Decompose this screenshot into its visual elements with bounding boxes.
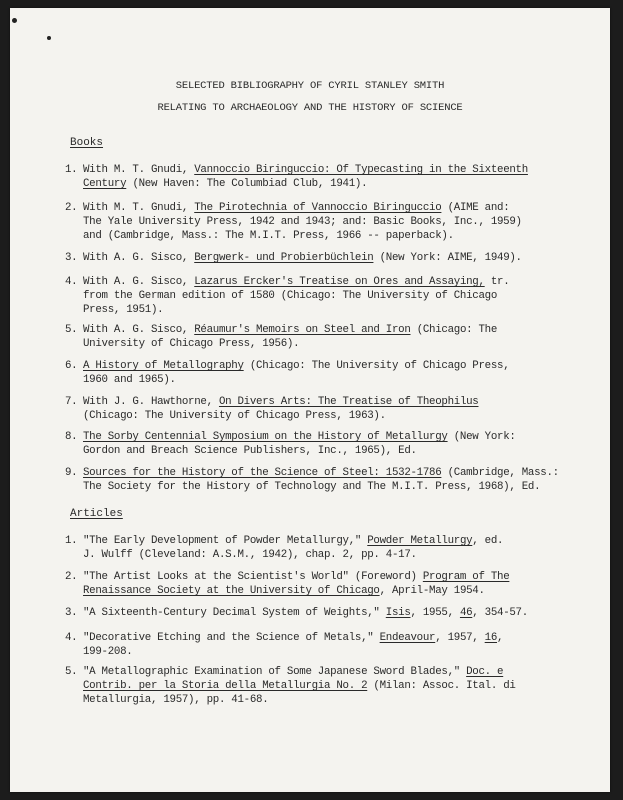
- citation-text: , 1955,: [410, 607, 460, 619]
- underlined-title: 46: [459, 607, 473, 619]
- book-entry-text: [83, 163, 600, 191]
- citation-text: (Chicago: The: [410, 324, 498, 336]
- citation-line: [83, 275, 600, 289]
- citation-text: Gordon and Breach Science Publishers, Inc., 1965), Ed.: [83, 445, 417, 457]
- citation-text: "The Early Development of Powder Metallurgy,": [83, 535, 368, 547]
- citation-text: With A. G. Sisco,: [83, 276, 195, 288]
- citation-line: [83, 534, 600, 548]
- book-entry-text: [83, 359, 600, 387]
- article-entry: [65, 665, 600, 707]
- underlined-title: Sources for the History of the Science of Steel: 1532-1786: [83, 467, 442, 479]
- book-entry: [65, 201, 600, 243]
- punch-hole-mark: [47, 36, 51, 40]
- citation-text: (AIME and:: [441, 202, 510, 214]
- citation-text: (New York: AIME, 1949).: [373, 252, 522, 264]
- book-entry-text: [83, 201, 600, 243]
- book-entry-number: 2.: [65, 202, 78, 214]
- citation-text: (Cambridge, Mass.:: [441, 467, 559, 479]
- citation-text: With A. G. Sisco,: [83, 324, 195, 336]
- citation-text: With A. G. Sisco,: [83, 252, 195, 264]
- book-entry-number: 3.: [65, 252, 78, 264]
- article-entry-text: [83, 665, 600, 707]
- article-entry-text: [83, 631, 600, 659]
- article-entry-text: [83, 606, 600, 620]
- underlined-title: Réaumur's Memoirs on Steel and Iron: [194, 324, 411, 336]
- citation-line: [83, 665, 600, 679]
- citation-text: With M. T. Gnudi,: [83, 164, 195, 176]
- book-entry: [65, 466, 600, 494]
- underlined-title: Lazarus Ercker's Treatise on Ores and Assaying,: [194, 276, 485, 288]
- citation-line: [83, 395, 600, 409]
- book-entry-number: 4.: [65, 276, 78, 288]
- underlined-title: Program of The: [422, 571, 510, 583]
- citation-text: "A Metallographic Examination of Some Japanese Sword Blades,": [83, 666, 467, 678]
- underlined-title: Bergwerk- und Probierbüchlein: [194, 252, 374, 264]
- article-entry-number: 1.: [65, 535, 78, 547]
- book-entry-number: 9.: [65, 467, 78, 479]
- book-entry-text: [83, 430, 600, 458]
- citation-line: [83, 693, 600, 707]
- underlined-title: Powder Metallurgy: [367, 535, 473, 547]
- article-entry: [65, 570, 600, 598]
- citation-text: (Milan: Assoc. Ital. di: [367, 680, 516, 692]
- underlined-title: On Divers Arts: The Treatise of Theophilus: [218, 396, 479, 408]
- citation-line: [83, 409, 600, 423]
- book-entry-number: 5.: [65, 324, 78, 336]
- citation-text: from the German edition of 1580 (Chicago: The University of Chicago: [83, 290, 498, 302]
- book-entry: [65, 430, 600, 458]
- citation-line: [83, 337, 600, 351]
- citation-text: , ed.: [472, 535, 504, 547]
- citation-text: Metallurgia, 1957), pp. 41-68.: [83, 694, 269, 706]
- book-entry-number: 6.: [65, 360, 78, 372]
- citation-text: "A Sixteenth-Century Decimal System of Weights,": [83, 607, 386, 619]
- citation-text: tr.: [484, 276, 510, 288]
- underlined-title: Contrib. per la Storia della Metallurgia No. 2: [83, 680, 368, 692]
- citation-text: Press, 1951).: [83, 304, 164, 316]
- citation-text: (New Haven: The Columbiad Club, 1941).: [126, 178, 368, 190]
- underlined-title: 16: [484, 632, 498, 644]
- citation-text: With M. T. Gnudi,: [83, 202, 195, 214]
- book-entry-text: [83, 323, 600, 351]
- article-entry-number: 5.: [65, 666, 78, 678]
- book-entry: [65, 251, 600, 265]
- article-entry: [65, 606, 600, 620]
- books-heading: Books: [70, 137, 104, 149]
- citation-line: [83, 201, 600, 215]
- article-entry-text: [83, 534, 600, 562]
- citation-text: University of Chicago Press, 1956).: [83, 338, 300, 350]
- citation-line: [83, 289, 600, 303]
- bibliography-subtitle: RELATING TO ARCHAEOLOGY AND THE HISTORY OF SCIENCE: [157, 102, 463, 114]
- citation-text: 199-208.: [83, 646, 133, 658]
- underlined-title: Doc. e: [466, 666, 504, 678]
- citation-line: [83, 251, 600, 265]
- citation-line: [83, 163, 600, 177]
- book-entry-text: [83, 251, 600, 265]
- citation-line: [83, 679, 600, 693]
- bibliography-title: SELECTED BIBLIOGRAPHY OF CYRIL STANLEY SMITH: [175, 80, 445, 92]
- citation-line: [83, 303, 600, 317]
- citation-text: , 1957,: [435, 632, 485, 644]
- articles-heading: Articles: [70, 508, 123, 520]
- book-entry: [65, 395, 600, 423]
- citation-line: [83, 215, 600, 229]
- citation-text: J. Wulff (Cleveland: A.S.M., 1942), chap. 2, pp. 4-17.: [83, 549, 417, 561]
- citation-line: [83, 570, 600, 584]
- book-entry-text: [83, 466, 600, 494]
- citation-text: (New York:: [447, 431, 516, 443]
- citation-text: The Yale University Press, 1942 and 1943; and: Basic Books, Inc., 1959): [83, 216, 522, 228]
- punch-hole-mark: [12, 18, 17, 23]
- book-entry: [65, 359, 600, 387]
- citation-line: [83, 631, 600, 645]
- book-entry-number: 8.: [65, 431, 78, 443]
- document-page: [10, 8, 610, 792]
- underlined-title: Century: [83, 178, 127, 190]
- article-entry-text: [83, 570, 600, 598]
- citation-text: 1960 and 1965).: [83, 374, 176, 386]
- citation-line: [83, 584, 600, 598]
- article-entry-number: 3.: [65, 607, 78, 619]
- citation-text: , April-May 1954.: [379, 585, 485, 597]
- underlined-title: The Pirotechnia of Vannoccio Biringuccio: [194, 202, 442, 214]
- underlined-title: Isis: [385, 607, 411, 619]
- underlined-title: Vannoccio Biringuccio: Of Typecasting in the Sixteenth: [194, 164, 528, 176]
- book-entry-text: [83, 275, 600, 317]
- book-entry-number: 1.: [65, 164, 78, 176]
- citation-line: [83, 444, 600, 458]
- citation-text: ,: [497, 632, 504, 644]
- citation-text: and (Cambridge, Mass.: The M.I.T. Press, 1966 -- paperback).: [83, 230, 454, 242]
- citation-text: "Decorative Etching and the Science of Metals,": [83, 632, 380, 644]
- citation-text: The Society for the History of Technology and The M.I.T. Press, 1968), Ed.: [83, 481, 541, 493]
- article-entry: [65, 534, 600, 562]
- citation-line: [83, 645, 600, 659]
- citation-text: (Chicago: The University of Chicago Press, 1963).: [83, 410, 386, 422]
- underlined-title: Endeavour: [379, 632, 436, 644]
- citation-line: [83, 606, 600, 620]
- book-entry-number: 7.: [65, 396, 78, 408]
- citation-line: [83, 466, 600, 480]
- article-entry: [65, 631, 600, 659]
- citation-line: [83, 177, 600, 191]
- book-entry: [65, 275, 600, 317]
- underlined-title: Renaissance Society at the University of Chicago: [83, 585, 380, 597]
- citation-text: (Chicago: The University of Chicago Press,: [243, 360, 510, 372]
- citation-line: [83, 430, 600, 444]
- underlined-title: A History of Metallography: [83, 360, 244, 372]
- citation-line: [83, 359, 600, 373]
- citation-text: "The Artist Looks at the Scientist's World" (Foreword): [83, 571, 423, 583]
- citation-line: [83, 480, 600, 494]
- book-entry-text: [83, 395, 600, 423]
- citation-line: [83, 548, 600, 562]
- underlined-title: The Sorby Centennial Symposium on the History of Metallurgy: [83, 431, 448, 443]
- article-entry-number: 2.: [65, 571, 78, 583]
- article-entry-number: 4.: [65, 632, 78, 644]
- citation-text: With J. G. Hawthorne,: [83, 396, 219, 408]
- citation-text: , 354-57.: [472, 607, 528, 619]
- citation-line: [83, 323, 600, 337]
- citation-line: [83, 229, 600, 243]
- citation-line: [83, 373, 600, 387]
- book-entry: [65, 323, 600, 351]
- book-entry: [65, 163, 600, 191]
